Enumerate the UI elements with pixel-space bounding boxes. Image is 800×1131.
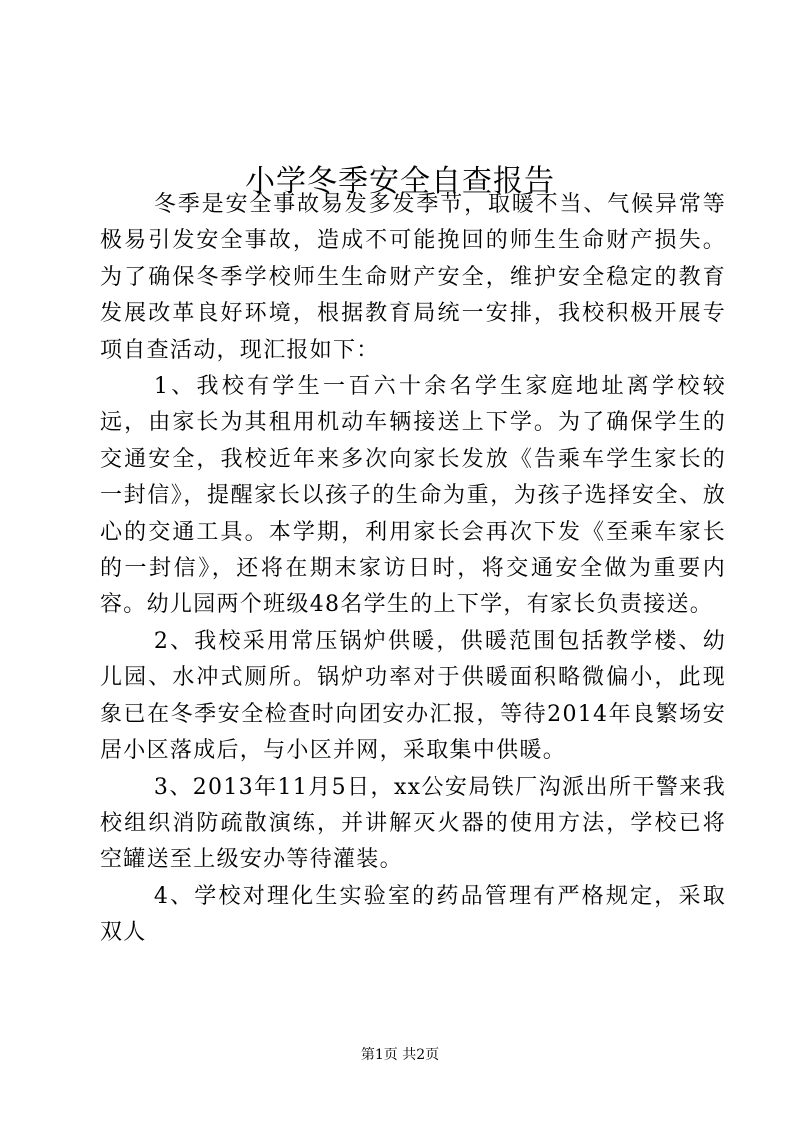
paragraph-item-1: 1、我校有学生一百六十余名学生家庭地址离学校较远，由家长为其租用机动车辆接送上下学。为了确保学生的交通安全，我校近年来多次向家长发放《告乘车学生家长的一封信》，提醒家长以孩子的生命为重，为孩子选择安全、放心的交通工具。本学期，利用家长会再次下发《至乘车家长的一封信》，还将在期末家访日时，将交通安全做为重要内容。幼儿园两个班级48名学生的上下学，有家长负责接送。: [100, 374, 726, 618]
paragraph-item-4: 4、学校对理化生实验室的药品管理有严格规定，采取双人: [100, 883, 726, 946]
paragraph-item-2: 2、我校采用常压锅炉供暖，供暖范围包括教学楼、幼儿园、水冲式厕所。锅炉功率对于供暖面积略微偏小，此现象已在冬季安全检查时向团安办汇报，等待2014年良繁场安居小区落成后，与小区并网，采取集中供暖。: [100, 628, 726, 764]
paragraph-item-3: 3、2013年11月5日，xx公安局铁厂沟派出所干警来我校组织消防疏散演练，并讲解灭火器的使用方法，学校已将空罐送至上级安办等待灌装。: [100, 774, 726, 873]
document-body: [100, 187, 726, 952]
document-title: 小学冬季安全自查报告: [245, 164, 555, 200]
page-footer: 第1页 共2页: [360, 1047, 440, 1063]
paragraph-intro: 冬季是安全事故易发多发季节，取暖不当、气候异常等极易引发安全事故，造成不可能挽回的师生生命财产损失。为了确保冬季学校师生生命财产安全，维护安全稳定的教育发展改革良好环境，根据教育局统一安排，我校积极开展专项自查活动，现汇报如下：: [100, 192, 726, 363]
